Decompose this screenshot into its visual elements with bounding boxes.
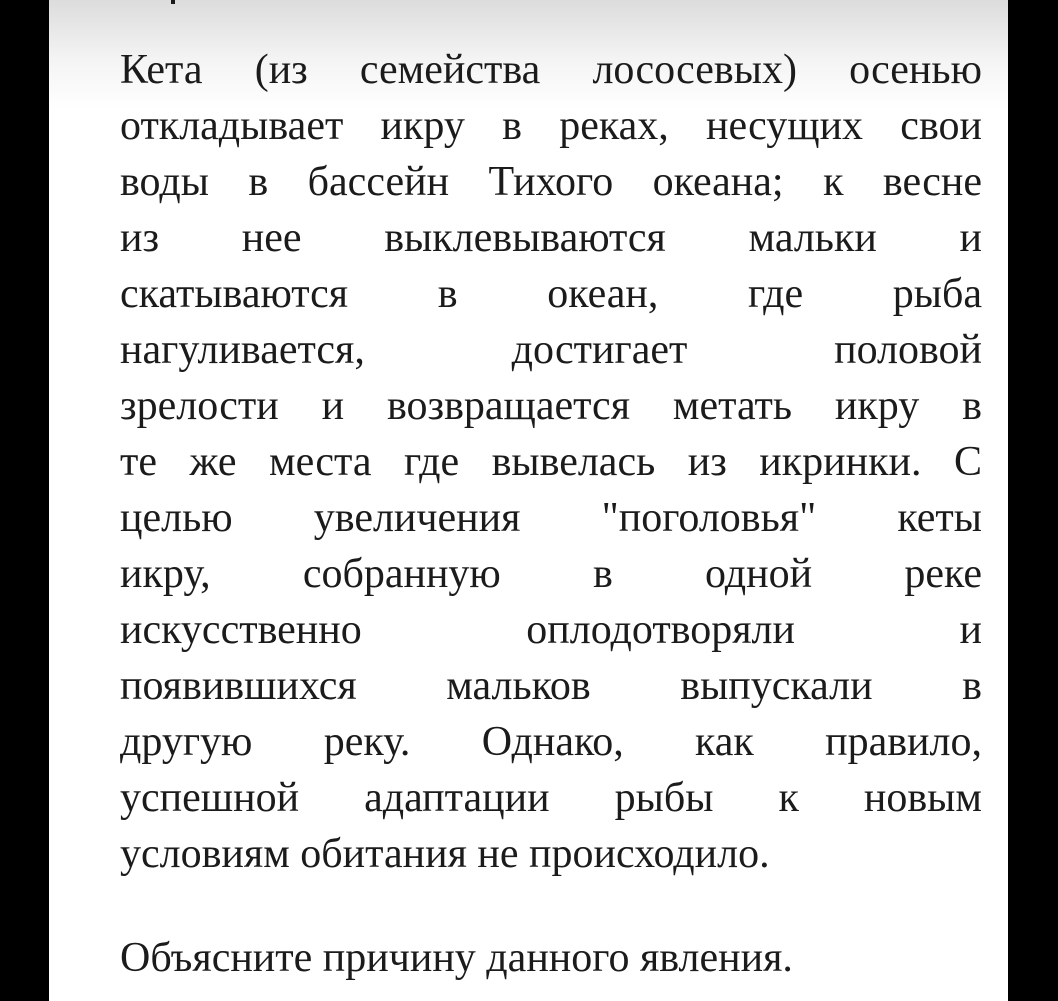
word: правило, (825, 719, 982, 765)
word: увеличения (313, 495, 521, 541)
word: и (959, 607, 982, 653)
word: кеты (897, 495, 982, 541)
paragraph-line (120, 490, 982, 546)
cropped-text-fragment (171, 0, 175, 4)
word: вывелась (491, 439, 656, 485)
word: одной (705, 551, 813, 597)
word: весне (882, 159, 982, 205)
word: успешной (120, 775, 300, 821)
word: икру, (120, 551, 211, 597)
word: метать (672, 383, 793, 429)
paragraph-line (120, 658, 982, 714)
word: осенью (849, 47, 982, 93)
paragraph-line (120, 714, 982, 770)
word: икру (380, 103, 465, 149)
word: икринки. (759, 439, 922, 485)
word: свои (900, 103, 982, 149)
word: адаптации (364, 775, 550, 821)
word: из (687, 439, 727, 485)
word: целью (120, 495, 233, 541)
word: выклевываются (384, 215, 666, 261)
word: океана; (652, 159, 784, 205)
word: Кета (120, 47, 203, 93)
word: выпускали (680, 663, 873, 709)
word: откладывает (120, 103, 344, 149)
paragraph-line (120, 210, 982, 266)
word: в (962, 383, 982, 429)
paragraph-line (120, 154, 982, 210)
word: океан, (547, 271, 659, 317)
word: в (592, 551, 613, 597)
word: те (120, 439, 157, 485)
paragraph-line (120, 378, 982, 434)
paragraph-line (120, 266, 982, 322)
word: зрелости (120, 383, 279, 429)
word: в (502, 103, 522, 149)
word: и (959, 215, 982, 261)
word: реках, (559, 103, 669, 149)
paragraph-line (120, 434, 982, 490)
word: (из (254, 47, 308, 93)
word: появившихся (120, 663, 357, 709)
word: места (269, 439, 372, 485)
word: в (248, 159, 269, 205)
word: мальки (748, 215, 877, 261)
word: воды (120, 159, 209, 205)
word: нагуливается, (120, 327, 365, 373)
word: половой (834, 327, 982, 373)
task-paragraph (120, 42, 982, 882)
word: собранную (302, 551, 501, 597)
word: бассейн (307, 159, 450, 205)
word: рыба (892, 271, 982, 317)
word: возвращается (386, 383, 631, 429)
word: и (321, 383, 345, 429)
paragraph-line (120, 42, 982, 98)
word: где (747, 271, 804, 317)
word: новым (863, 775, 982, 821)
paragraph-line (120, 602, 982, 658)
word: Тихого (488, 159, 614, 205)
word: как (695, 719, 754, 765)
word: в (437, 271, 458, 317)
word: несущих (705, 103, 864, 149)
word: достигает (511, 327, 688, 373)
word: из (120, 215, 160, 261)
paragraph-line (120, 770, 982, 826)
word: же (189, 439, 237, 485)
word: скатываются (120, 271, 349, 317)
word: искусственно (120, 607, 362, 653)
word: лососевых) (592, 47, 797, 93)
word: где (403, 439, 460, 485)
word: семейства (359, 47, 541, 93)
word: "поголовья" (601, 495, 817, 541)
word: реку. (323, 719, 411, 765)
word: нее (241, 215, 302, 261)
word: мальков (446, 663, 591, 709)
paragraph-line (120, 322, 982, 378)
word: Однако, (481, 719, 624, 765)
paragraph-line (120, 98, 982, 154)
paragraph-last-line: условиям обитания не происходило. (120, 831, 770, 877)
word: к (778, 775, 799, 821)
word: С (953, 439, 982, 485)
word: оплодотворяли (526, 607, 795, 653)
paragraph-line (120, 546, 982, 602)
document-page (49, 0, 1008, 1001)
word: икру (834, 383, 920, 429)
word: реке (904, 551, 982, 597)
word: к (823, 159, 844, 205)
word: другую (120, 719, 253, 765)
question-text: Объясните причину данного явления. (120, 935, 793, 981)
word: рыбы (614, 775, 714, 821)
word: в (962, 663, 982, 709)
